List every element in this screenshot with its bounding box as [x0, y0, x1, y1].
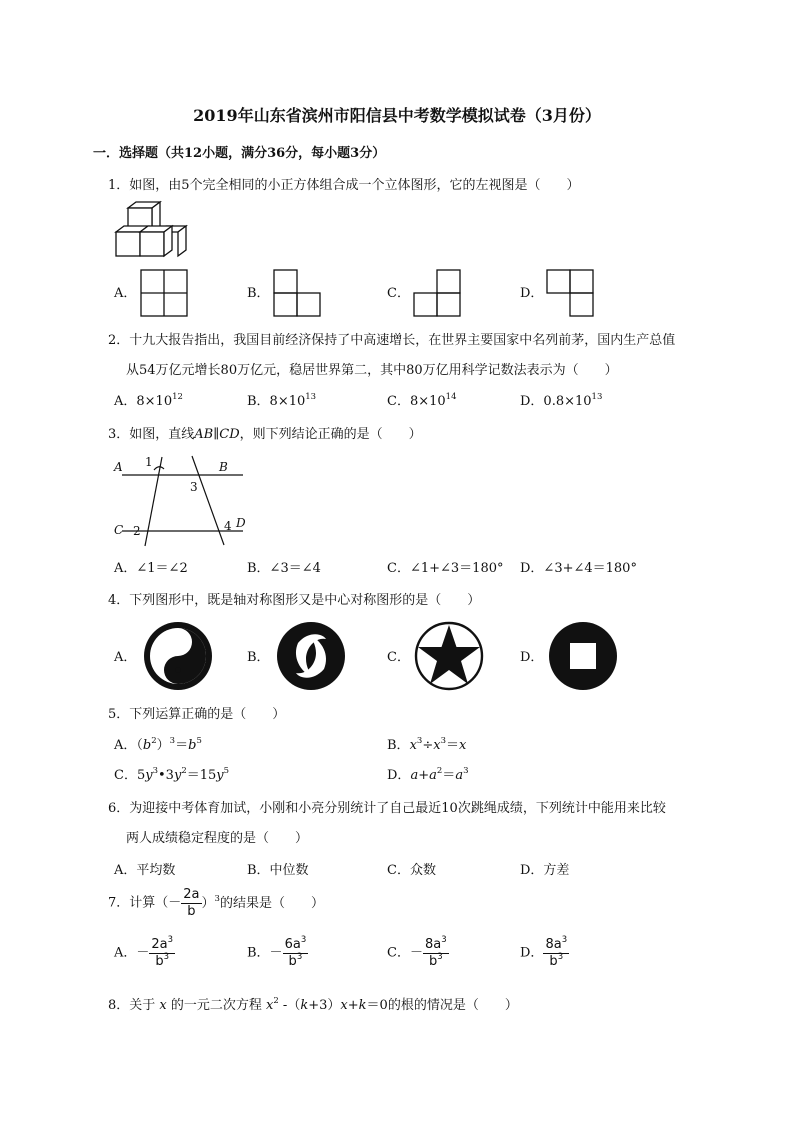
q1-option-a-label: A． — [114, 286, 137, 301]
q4-option-b-label: B． — [247, 650, 270, 665]
q1-option-c-label: C． — [387, 286, 410, 301]
q2-option-b: B．$8\times 10^{13}$ — [247, 392, 317, 409]
q3-option-b: B．∠3＝∠4 — [247, 561, 321, 576]
q1-option-b-label: B． — [247, 286, 270, 301]
q6-option-d: D．方差 — [520, 863, 570, 878]
q1-option-c-figure — [413, 269, 461, 317]
angle-4-label: 4 — [224, 519, 232, 533]
q6-option-c: C．众数 — [387, 863, 436, 878]
question-7-stem: 7．计算（－ $\frac{2a}{b}$ ）$^3$的结果是（ ） — [108, 887, 324, 919]
q3-option-a: A．∠1＝∠2 — [114, 561, 188, 576]
q1-option-b-figure — [273, 269, 321, 317]
label-a: A — [114, 460, 123, 474]
q2-option-d: D．$0.8\times 10^{13}$ — [520, 392, 603, 409]
question-2-line-2: 从54万亿元增长80万亿元，稳居世界第二，其中80万亿用科学记数法表示为（ ） — [126, 363, 618, 378]
q1-option-d-figure — [546, 269, 594, 317]
parallel-lines-figure — [110, 452, 250, 548]
q5-option-d: D．$a+a^2=a^3$ — [387, 766, 469, 783]
question-3-stem: 3．如图，直线AB∥CD，则下列结论正确的是（ ） — [108, 427, 422, 442]
q1-option-d-label: D． — [520, 286, 544, 301]
cube-stack-figure — [110, 200, 190, 262]
question-8-stem: 8．关于 x 的一元二次方程 $x^2$ -（k+3）x+k＝0的根的情况是（ ） — [108, 996, 518, 1013]
page-title: 2019年山东省滨州市阳信县中考数学模拟试卷（3月份） — [193, 106, 601, 125]
swirl-circle-icon — [276, 621, 346, 691]
section-heading: 一．选择题（共12小题，满分36分，每小题3分） — [93, 146, 386, 161]
star-in-circle-icon — [414, 621, 484, 691]
question-5-stem: 5．下列运算正确的是（ ） — [108, 707, 286, 722]
q7-option-b: B．－ $\frac{6a^3}{b^3}$ — [247, 935, 307, 969]
q3-option-c: C．∠1+∠3＝180° — [387, 561, 504, 576]
q2-option-a: A．$8\times 10^{12}$ — [114, 392, 183, 409]
q5-option-c: C．$5y^3•3y^2=15y^5$ — [114, 766, 230, 783]
q7-option-d: D． $\frac{8a^3}{b^3}$ — [520, 935, 568, 969]
coin-square-icon — [548, 621, 618, 691]
angle-3-label: 3 — [190, 480, 198, 494]
q2-option-c: C．$8\times 10^{14}$ — [387, 392, 457, 409]
q4-option-d-label: D． — [520, 650, 544, 665]
q1-option-a-figure — [140, 269, 188, 317]
question-1-stem: 1．如图，由5个完全相同的小正方体组合成一个立体图形，它的左视图是（ ） — [108, 178, 580, 193]
question-6-line-1: 6．为迎接中考体育加试，小刚和小亮分别统计了自己最近10次跳绳成绩，下列统计中能用来比较 — [108, 801, 666, 816]
yin-yang-icon — [143, 621, 213, 691]
q4-option-a-label: A． — [114, 650, 137, 665]
label-c: C — [114, 523, 124, 537]
q7-option-c: C．－ $\frac{8a^3}{b^3}$ — [387, 935, 447, 969]
q3-option-d: D．∠3+∠4＝180° — [520, 561, 637, 576]
angle-1-label: 1 — [145, 455, 153, 469]
q6-option-b: B．中位数 — [247, 863, 309, 878]
angle-2-label: 2 — [133, 524, 141, 538]
label-b: B — [219, 460, 228, 474]
q5-option-a: A．$(b^2)^3=b^5$ — [114, 736, 202, 753]
question-4-stem: 4．下列图形中，既是轴对称图形又是中心对称图形的是（ ） — [108, 593, 481, 608]
q5-option-b: B．$x^3\div x^3=x$ — [387, 736, 467, 753]
q6-option-a: A．平均数 — [114, 863, 176, 878]
question-6-line-2: 两人成绩稳定程度的是（ ） — [126, 831, 309, 846]
q4-option-c-label: C． — [387, 650, 410, 665]
q7-option-a: A．－ $\frac{2a^3}{b^3}$ — [114, 935, 174, 969]
label-d: D — [236, 516, 246, 530]
question-2-line-1: 2．十九大报告指出，我国目前经济保持了中高速增长，在世界主要国家中名列前茅，国内生产总值 — [108, 333, 676, 348]
